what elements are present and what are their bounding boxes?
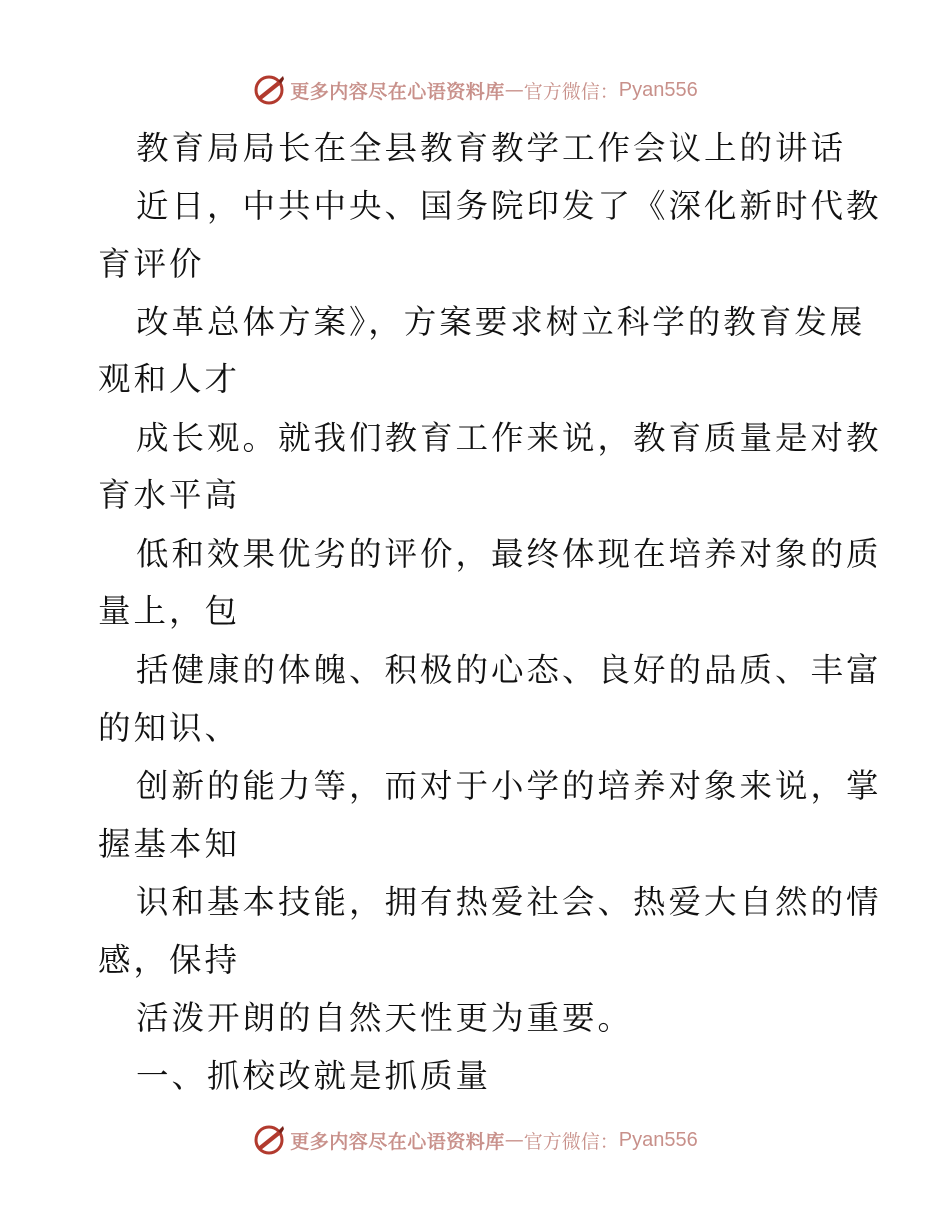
text-line: 的知识、 <box>98 709 241 747</box>
banner-wechat-id: Pyan556 <box>618 1128 698 1151</box>
text-line: 低和效果优劣的评价，最终体现在培养对象的质 <box>136 535 882 573</box>
text-line: 量上，包 <box>98 592 241 630</box>
banner-text: 更多内容尽在心语资料库 <box>290 1130 505 1153</box>
banner-wechat-label: 官方微信： <box>523 80 619 103</box>
footer-banner <box>0 1120 950 1160</box>
text-line: 成长观。就我们教育工作来说，教育质量是对教 <box>136 419 882 457</box>
pen-circle-logo-icon <box>252 73 286 107</box>
text-line: 握基本知 <box>98 825 241 863</box>
text-line: 识和基本技能，拥有热爱社会、热爱大自然的情 <box>136 883 882 921</box>
pen-circle-logo-icon <box>252 1123 286 1157</box>
document-title: 教育局局长在全县教育教学工作会议上的讲话 <box>136 129 847 167</box>
banner-text: 更多内容尽在心语资料库 <box>290 80 505 103</box>
text-line: 育水平高 <box>98 476 241 514</box>
text-line: 括健康的体魄、积极的心态、良好的品质、丰富 <box>136 651 882 689</box>
banner-wechat-label: 官方微信： <box>523 1130 619 1153</box>
banner-separator: — <box>504 1129 524 1151</box>
banner-separator: — <box>504 79 524 101</box>
text-line: 育评价 <box>98 245 205 283</box>
text-line: 观和人才 <box>98 360 241 398</box>
text-line: 活泼开朗的自然天性更为重要。 <box>136 999 634 1037</box>
text-line: 改革总体方案》，方案要求树立科学的教育发展 <box>136 303 866 341</box>
text-line: 创新的能力等，而对于小学的培养对象来说，掌 <box>136 767 882 805</box>
header-banner <box>0 70 950 110</box>
text-line: 感，保持 <box>98 941 241 979</box>
section-heading: 一、抓校改就是抓质量 <box>136 1057 492 1095</box>
text-line: 近日，中共中央、国务院印发了《深化新时代教 <box>136 187 882 225</box>
banner-wechat-id: Pyan556 <box>618 78 698 101</box>
